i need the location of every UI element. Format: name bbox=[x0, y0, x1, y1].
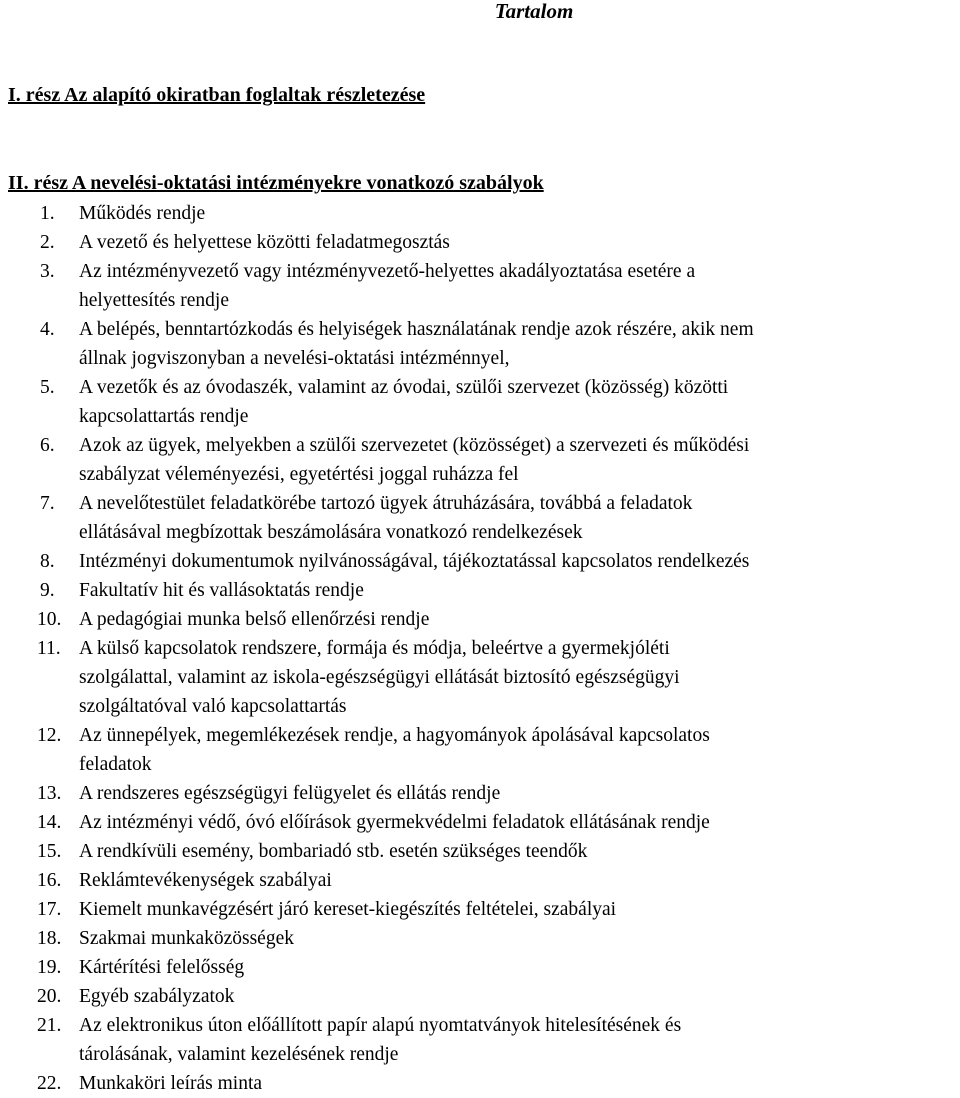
toc-item bbox=[0, 373, 960, 431]
toc-item-text: Kiemelt munkavégzésért járó kereset-kiegészítés feltételei, szabályai bbox=[79, 899, 617, 920]
toc-item-text: A külső kapcsolatok rendszere, formája és módja, beleértve a gyermekjóléti bbox=[79, 638, 670, 659]
toc-item-text: Azok az ügyek, melyekben a szülői szervezetet (közösséget) a szervezeti és működési bbox=[79, 435, 750, 456]
toc-item bbox=[0, 866, 960, 895]
toc-item-number: 2. bbox=[40, 232, 55, 253]
toc-item-text: Az intézményi védő, óvó előírások gyermekvédelmi feladatok ellátásának rendje bbox=[79, 812, 710, 833]
toc-item-text: A belépés, benntartózkodás és helyiségek használatának rendje azok részére, akik nem bbox=[79, 319, 754, 340]
toc-item bbox=[0, 634, 960, 721]
part-2-heading: II. rész A nevelési-oktatási intézményekre vonatkozó szabályok bbox=[8, 172, 544, 194]
toc-item bbox=[0, 257, 960, 315]
toc-item bbox=[0, 895, 960, 924]
toc-item bbox=[0, 808, 960, 837]
toc-item-number: 21. bbox=[37, 1015, 62, 1036]
toc-item-number: 12. bbox=[37, 725, 62, 746]
toc-item-text: kapcsolattartás rendje bbox=[79, 406, 249, 427]
toc-item-number: 16. bbox=[37, 870, 62, 891]
toc-item-number: 11. bbox=[37, 638, 61, 659]
toc-item bbox=[0, 721, 960, 779]
toc-item-number: 14. bbox=[37, 812, 62, 833]
toc-item-text: helyettesítés rendje bbox=[79, 290, 229, 311]
toc-item-text: Szakmai munkaközösségek bbox=[79, 928, 294, 949]
toc-item-number: 15. bbox=[37, 841, 62, 862]
toc-item-text: Fakultatív hit és vallásoktatás rendje bbox=[79, 580, 364, 601]
toc-item bbox=[0, 837, 960, 866]
toc-item-text: A rendkívüli esemény, bombariadó stb. esetén szükséges teendők bbox=[79, 841, 588, 862]
toc-item-text: Intézményi dokumentumok nyilvánosságával, tájékoztatással kapcsolatos rendelkezés bbox=[79, 551, 750, 572]
toc-item-number: 7. bbox=[40, 493, 55, 514]
toc-item bbox=[0, 982, 960, 1011]
toc-item-number: 1. bbox=[40, 203, 55, 224]
toc-item bbox=[0, 1069, 960, 1098]
toc-item-number: 5. bbox=[40, 377, 55, 398]
toc-item-number: 6. bbox=[40, 435, 55, 456]
toc-item bbox=[0, 605, 960, 634]
toc-item-text: szolgálattal, valamint az iskola-egészségügyi ellátását biztosító egészségügyi bbox=[79, 667, 680, 688]
toc-item-number: 8. bbox=[40, 551, 55, 572]
toc-item-text: szabályzat véleményezési, egyetértési joggal ruházza fel bbox=[79, 464, 519, 485]
toc-item-text: tárolásának, valamint kezelésének rendje bbox=[79, 1044, 399, 1065]
toc-item-text: A vezető és helyettese közötti feladatmegosztás bbox=[79, 232, 450, 253]
toc-item-number: 18. bbox=[37, 928, 62, 949]
toc-item-number: 22. bbox=[37, 1073, 62, 1094]
table-of-contents-list bbox=[0, 199, 960, 1098]
toc-item-text: A pedagógiai munka belső ellenőrzési rendje bbox=[79, 609, 430, 630]
page-title: Tartalom bbox=[494, 0, 574, 23]
toc-item-text: szolgáltatóval való kapcsolattartás bbox=[79, 696, 347, 717]
toc-item bbox=[0, 315, 960, 373]
toc-item bbox=[0, 779, 960, 808]
toc-item-number: 3. bbox=[40, 261, 55, 282]
toc-item bbox=[0, 199, 960, 228]
toc-item bbox=[0, 1011, 960, 1069]
toc-item-text: A vezetők és az óvodaszék, valamint az óvodai, szülői szervezet (közösség) közötti bbox=[79, 377, 729, 398]
toc-item bbox=[0, 924, 960, 953]
toc-item-text: Az ünnepélyek, megemlékezések rendje, a hagyományok ápolásával kapcsolatos bbox=[79, 725, 710, 746]
toc-item-number: 19. bbox=[37, 957, 62, 978]
toc-item-text: Egyéb szabályzatok bbox=[79, 986, 235, 1007]
toc-item-text: A nevelőtestület feladatkörébe tartozó ügyek átruházására, továbbá a feladatok bbox=[79, 493, 693, 514]
toc-item-number: 9. bbox=[40, 580, 55, 601]
toc-item-number: 17. bbox=[37, 899, 62, 920]
toc-item-text: Reklámtevékenységek szabályai bbox=[79, 870, 332, 891]
toc-item-text: Az elektronikus úton előállított papír alapú nyomtatványok hitelesítésének és bbox=[79, 1015, 682, 1036]
toc-item bbox=[0, 489, 960, 547]
toc-item-text: állnak jogviszonyban a nevelési-oktatási intézménnyel, bbox=[79, 348, 510, 369]
toc-item-number: 20. bbox=[37, 986, 62, 1007]
toc-item-text: ellátásával megbízottak beszámolására vonatkozó rendelkezések bbox=[79, 522, 583, 543]
part-1-heading: I. rész Az alapító okiratban foglaltak részletezése bbox=[8, 84, 426, 106]
toc-item-text: Az intézményvezető vagy intézményvezető-helyettes akadályoztatása esetére a bbox=[79, 261, 696, 282]
toc-item bbox=[0, 228, 960, 257]
toc-item-number: 13. bbox=[37, 783, 62, 804]
toc-item bbox=[0, 431, 960, 489]
toc-item bbox=[0, 953, 960, 982]
toc-item bbox=[0, 576, 960, 605]
toc-item-text: Munkaköri leírás minta bbox=[79, 1073, 263, 1094]
toc-item-text: feladatok bbox=[79, 754, 152, 775]
toc-item-text: Kártérítési felelősség bbox=[79, 957, 245, 978]
toc-item-text: A rendszeres egészségügyi felügyelet és ellátás rendje bbox=[79, 783, 501, 804]
toc-item-number: 4. bbox=[40, 319, 55, 340]
toc-item-text: Működés rendje bbox=[79, 203, 206, 224]
toc-item-number: 10. bbox=[37, 609, 62, 630]
toc-item bbox=[0, 547, 960, 576]
